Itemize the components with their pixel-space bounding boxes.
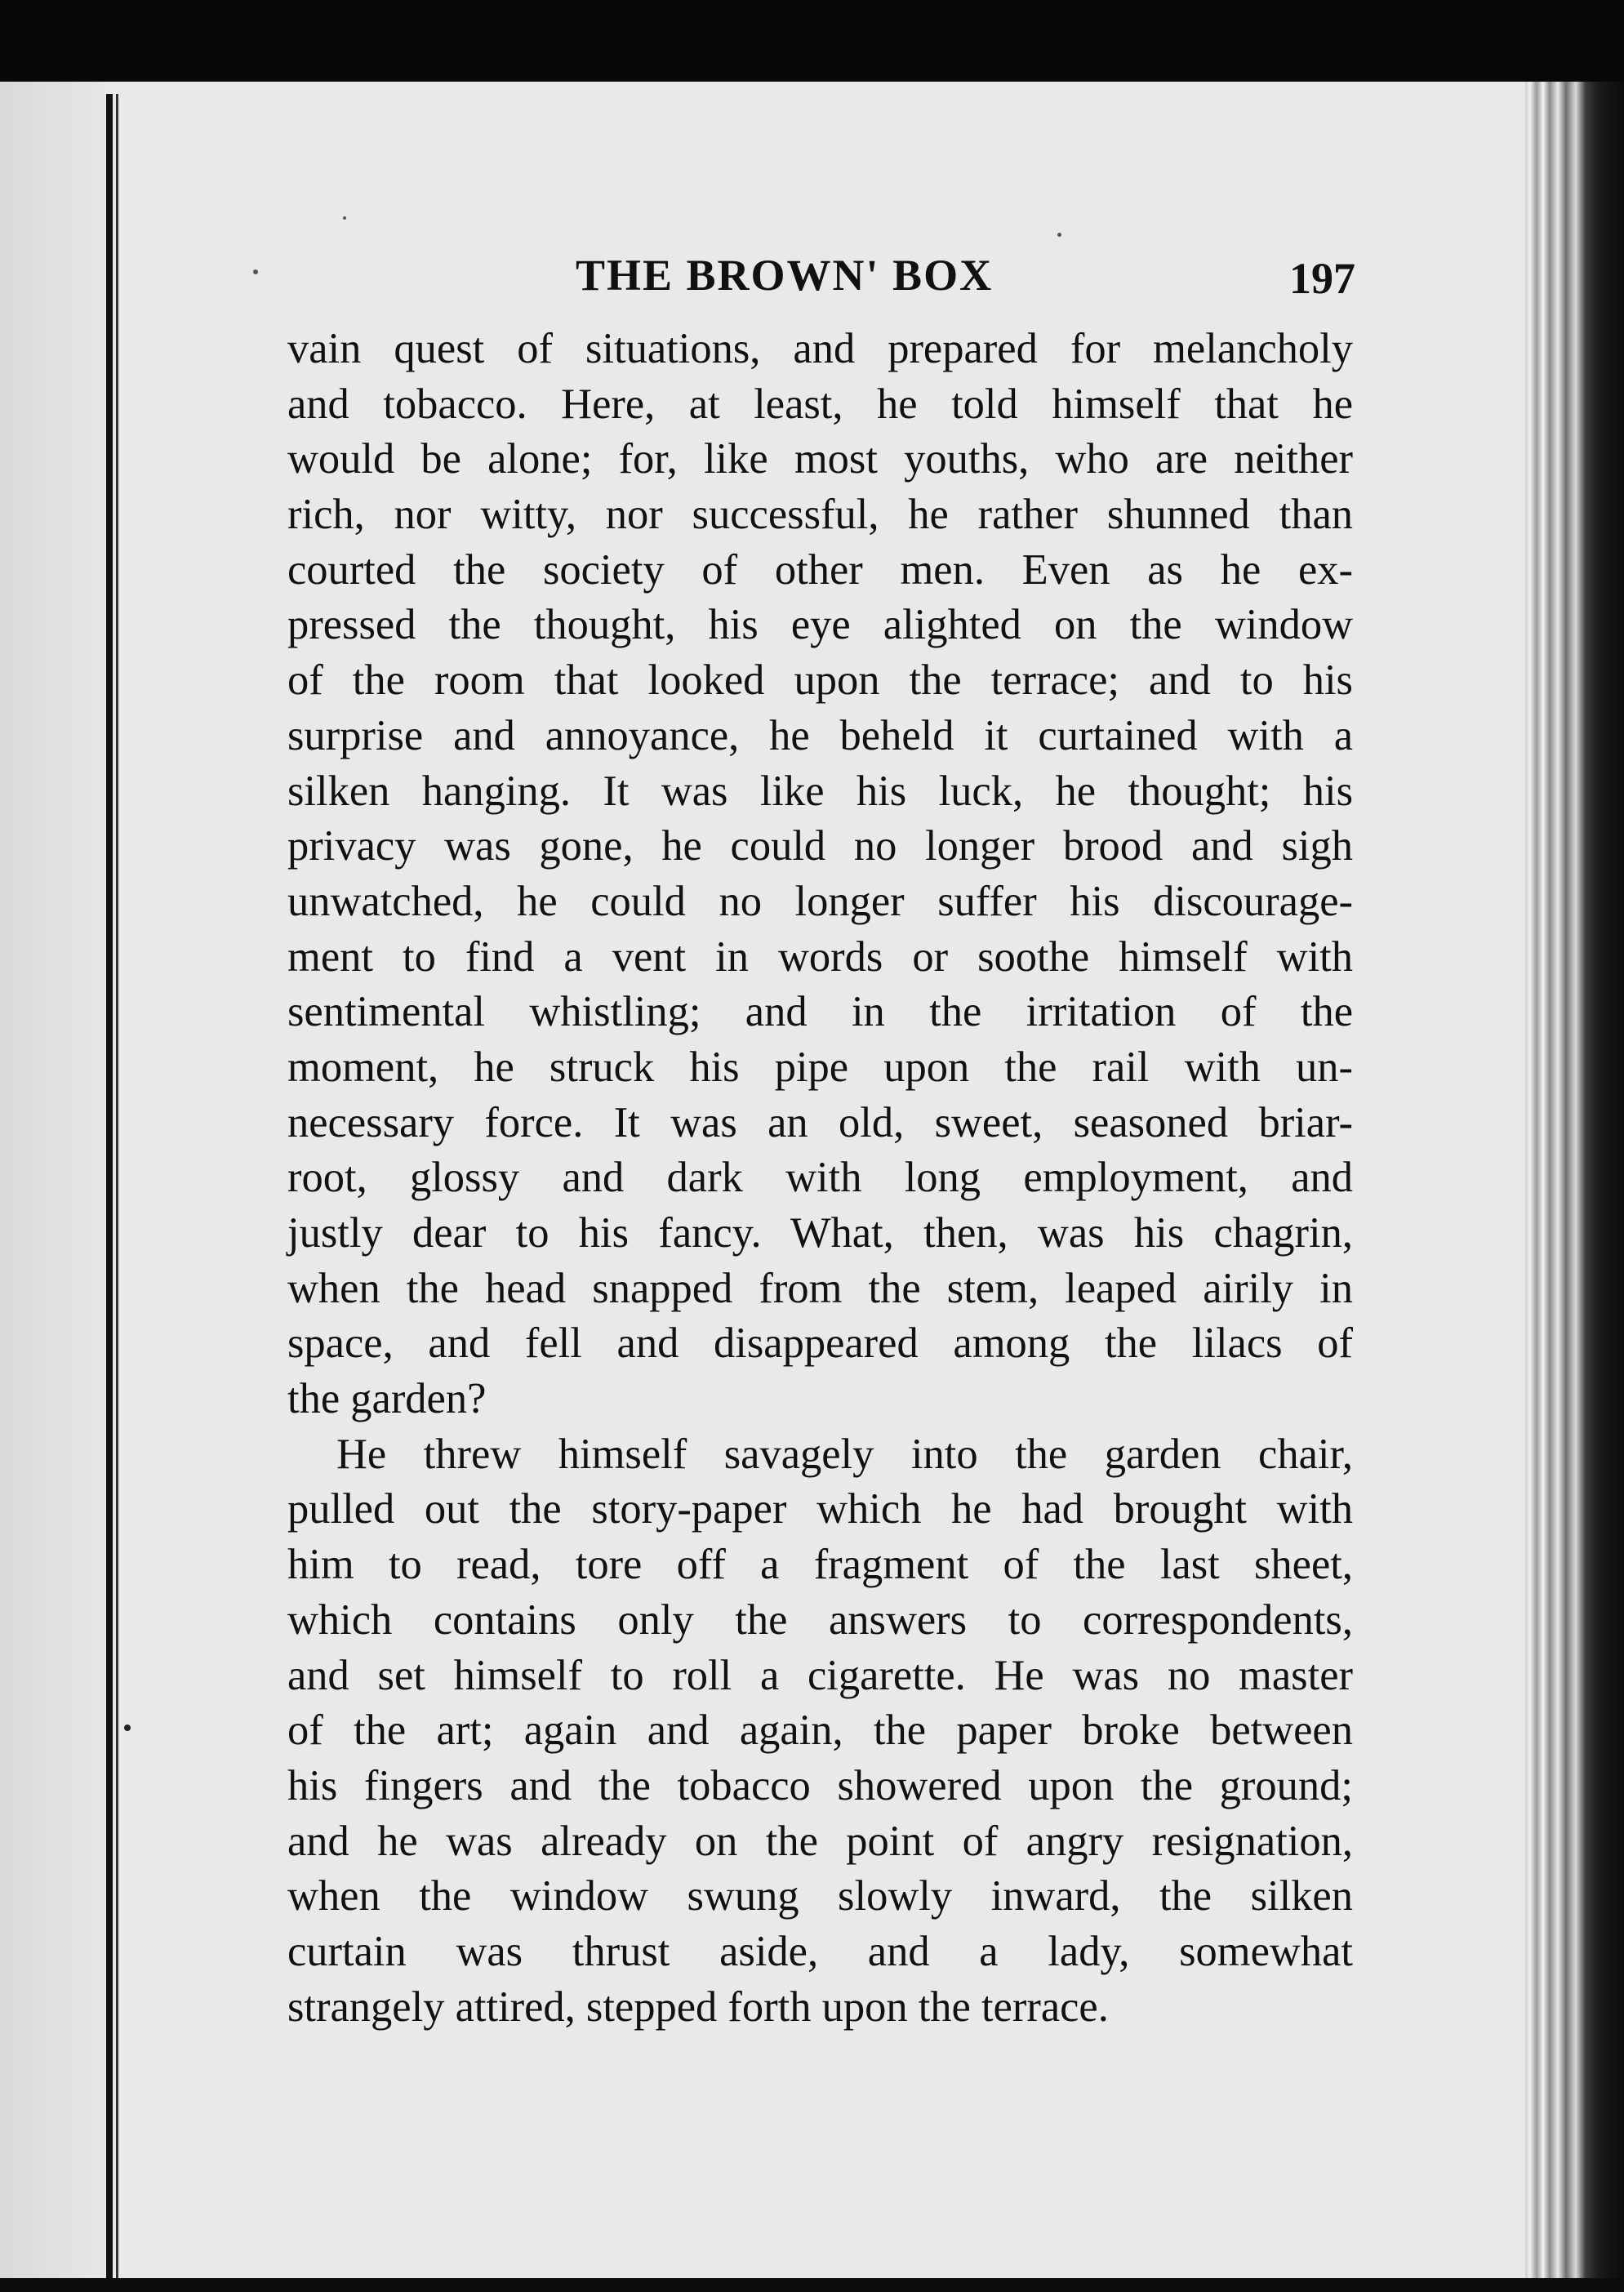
text-line: privacy was gone, he could no longer brood and sigh — [287, 822, 1353, 870]
text-line: would be alone; for, like most youths, who are neither — [287, 435, 1353, 483]
scan-speck — [253, 269, 258, 274]
scan-speck — [343, 216, 346, 220]
text-line: courted the society of other men. Even as he ex- — [287, 545, 1353, 594]
text-line: when the head snapped from the stem, leaped airily in — [287, 1264, 1353, 1312]
binding-edge-secondary — [116, 94, 118, 2282]
text-line: necessary force. It was an old, sweet, seasoned briar- — [287, 1098, 1353, 1146]
text-line: when the window swung slowly inward, the silken — [287, 1872, 1353, 1920]
scan-bottom-border — [0, 2278, 1624, 2292]
text-line: space, and fell and disappeared among the lilacs of — [287, 1320, 1353, 1368]
body-text — [287, 322, 1353, 2035]
page-number: 197 — [1289, 254, 1355, 303]
text-line: silken hanging. It was like his luck, he thought; his — [287, 767, 1353, 815]
text-line: and he was already on the point of angry resignation, — [287, 1817, 1353, 1865]
binding-edge — [106, 94, 113, 2282]
text-line: unwatched, he could no longer suffer his discourage- — [287, 877, 1353, 925]
page-fore-edge — [1525, 82, 1624, 2292]
running-head-title: THE BROWN' BOX — [576, 251, 994, 300]
text-line: root, glossy and dark with long employment, and — [287, 1154, 1353, 1202]
text-line: of the art; again and again, the paper broke between — [287, 1707, 1353, 1755]
text-line: him to read, tore off a fragment of the last sheet, — [287, 1541, 1353, 1589]
page-gutter — [0, 82, 110, 2278]
scan-speck — [124, 1725, 131, 1731]
text-line: strangely attired, stepped forth upon the terrace. — [287, 1983, 1109, 2031]
text-line: vain quest of situations, and prepared for melancholy — [287, 325, 1353, 372]
running-head — [278, 250, 1355, 315]
text-line: of the room that looked upon the terrace; and to his — [287, 656, 1353, 705]
text-line: moment, he struck his pipe upon the rail with un- — [287, 1043, 1353, 1091]
text-line: pulled out the story-paper which he had brought with — [287, 1485, 1353, 1533]
scan-speck — [1057, 233, 1061, 237]
scan-top-border — [0, 0, 1624, 82]
text-line: surprise and annoyance, he beheld it curtained with a — [287, 711, 1353, 759]
text-line: pressed the thought, his eye alighted on the window — [287, 601, 1353, 649]
text-line: rich, nor witty, nor successful, he rather shunned than — [287, 491, 1353, 539]
text-line: which contains only the answers to correspondents, — [287, 1595, 1353, 1644]
text-line: curtain was thrust aside, and a lady, somewhat — [287, 1927, 1353, 1975]
text-line: justly dear to his fancy. What, then, was his chagrin, — [287, 1209, 1353, 1257]
text-line: sentimental whistling; and in the irritation of the — [287, 988, 1353, 1036]
text-line: and set himself to roll a cigarette. He was no master — [287, 1651, 1353, 1699]
text-line: ment to find a vent in words or soothe himself with — [287, 932, 1353, 981]
text-line: and tobacco. Here, at least, he told himself that he — [287, 380, 1353, 428]
text-line: the garden? — [287, 1375, 487, 1423]
text-line: his fingers and the tobacco showered upon the ground; — [287, 1761, 1353, 1809]
text-line: He threw himself savagely into the garden chair, — [336, 1430, 1353, 1478]
